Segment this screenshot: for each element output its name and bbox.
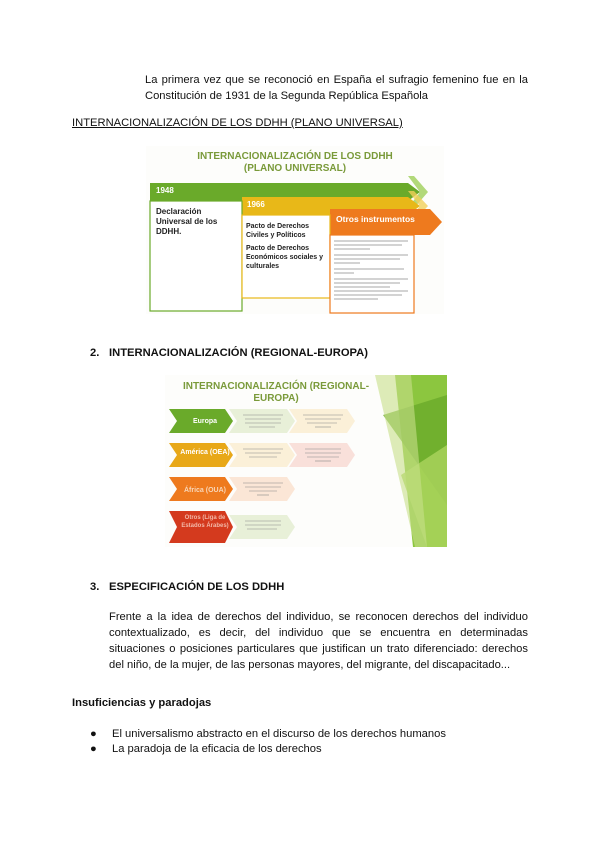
section2-heading: INTERNACIONALIZACIÓN (REGIONAL-EUROPA): [109, 347, 368, 359]
bullet-icon: ●: [90, 728, 97, 740]
bar-otros-instrumentos: Otros instrumentos: [336, 214, 415, 224]
section2-number: 2.: [90, 347, 100, 359]
slide-regional-europa: [165, 375, 447, 547]
box2-text2: Pacto de Derechos Económicos sociales y culturales: [246, 245, 324, 270]
section4-heading: Insuficiencias y paradojas: [72, 697, 212, 709]
section3-heading: ESPECIFICACIÓN DE LOS DDHH: [109, 581, 285, 593]
bullet-icon: ●: [90, 743, 97, 755]
section1-heading: INTERNACIONALIZACIÓN DE LOS DDHH (PLANO UNIVERSAL): [72, 117, 403, 129]
section3-number: 3.: [90, 581, 100, 593]
slide1-title-line1: INTERNACIONALIZACIÓN DE LOS DDHH: [197, 151, 393, 162]
list-item-text: La paradoja de la eficacia de los derechos: [112, 743, 322, 755]
row-label-africa: África (OUA): [183, 487, 226, 494]
slide2-title-line1: INTERNACIONALIZACIÓN (REGIONAL-: [182, 381, 370, 392]
row-label-america: América (OEA): [180, 449, 230, 456]
box1-text: Declaración Universal de los DDHH.: [156, 207, 218, 236]
slide2-title-line2: EUROPA): [253, 393, 299, 404]
row-label-europa: Europa: [192, 418, 218, 425]
otros-text-lines: [330, 235, 414, 313]
list-item: [90, 742, 530, 757]
row-label-otros: Otros (Liga de Estados Árabes): [181, 515, 229, 529]
list-item: [90, 727, 530, 742]
list-item-text: El universalismo abstracto en el discurso de los derechos humanos: [112, 728, 446, 740]
bar-year-1966: 1966: [247, 200, 265, 209]
slide1-title-line2: (PLANO UNIVERSAL): [243, 163, 347, 174]
box2-text1: Pacto de Derechos Civiles y Políticos: [246, 223, 310, 239]
bar-year-1948: 1948: [156, 186, 174, 195]
bullet-list: [90, 727, 530, 757]
section3-paragraph: Frente a la idea de derechos del individuo, se reconocen derechos del individuo contextualizado, es decir, del individuo que se encuentra en determinadas situaciones o posiciones particulares que justifican un trato diferenciado: derechos del niño, de la mujer, de las personas mayores, del migrante, del discapacitado...: [109, 611, 528, 671]
intro-paragraph: La primera vez que se reconoció en España el sufragio femenino fue en la Constitución de 1931 de la Segunda República Española: [145, 74, 528, 102]
slide-plano-universal: [146, 146, 444, 314]
